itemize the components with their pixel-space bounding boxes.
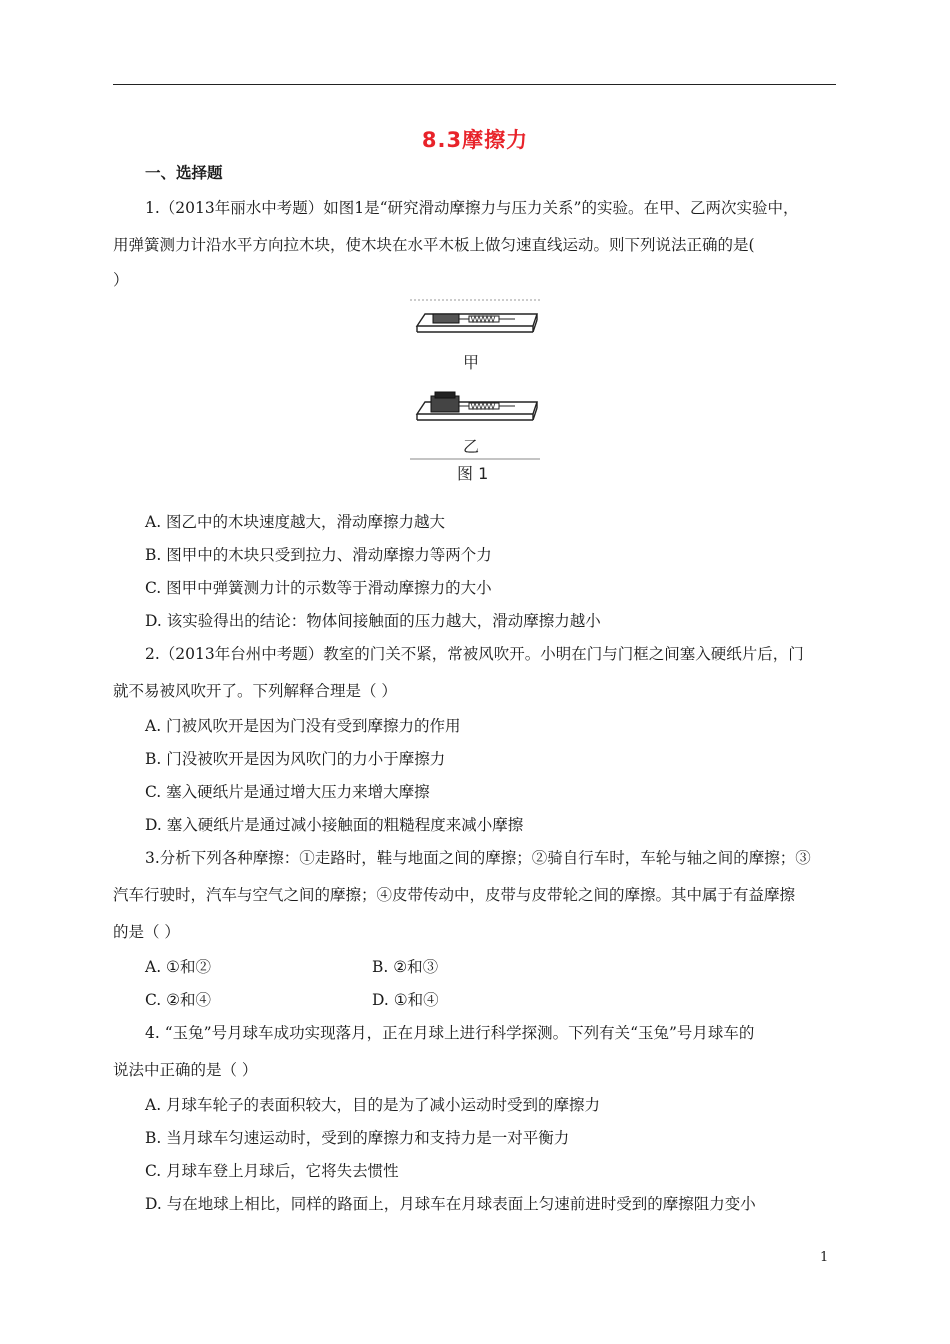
q1-stem-line3: ）: [113, 271, 129, 289]
q1-option-c: C. 图甲中弹簧测力计的示数等于滑动摩擦力的大小: [145, 579, 492, 597]
figure-1: [405, 296, 545, 486]
q4-option-c: C. 月球车登上月球后，它将失去惯性: [145, 1162, 399, 1180]
header-rule: [113, 84, 836, 85]
section-heading: 一、选择题: [145, 164, 223, 182]
q2-option-c: C. 塞入硬纸片是通过增大压力来增大摩擦: [145, 783, 430, 801]
q3-stem-line3: 的是（ ）: [113, 923, 180, 941]
q1-stem-line1: 1.（2013年丽水中考题）如图1是“研究滑动摩擦力与压力关系”的实验。在甲、乙两次实验中，: [145, 199, 799, 217]
q2-option-b: B. 门没被吹开是因为风吹门的力小于摩擦力: [145, 750, 446, 768]
figure-caption: 图 1: [457, 464, 489, 483]
q3-option-b: B. ②和③: [372, 958, 439, 976]
q1-option-a: A. 图乙中的木块速度越大，滑动摩擦力越大: [145, 513, 446, 531]
page-number: 1: [820, 1250, 829, 1265]
q3-option-c: C. ②和④: [145, 991, 212, 1009]
q2-stem-line1: 2.（2013年台州中考题）教室的门关不紧，常被风吹开。小明在门与门框之间塞入硬纸片后，门: [145, 645, 804, 663]
friction-experiment-illustration: [405, 296, 545, 486]
page-title: 8.3摩擦力: [421, 128, 529, 152]
q4-option-b: B. 当月球车匀速运动时，受到的摩擦力和支持力是一对平衡力: [145, 1129, 570, 1147]
q1-option-d: D. 该实验得出的结论：物体间接触面的压力越大，滑动摩擦力越小: [145, 612, 601, 630]
figure-label-jia: 甲: [463, 353, 480, 372]
q3-option-d: D. ①和④: [372, 991, 439, 1009]
q3-stem-line2: 汽车行驶时，汽车与空气之间的摩擦；④皮带传动中，皮带与皮带轮之间的摩擦。其中属于有益摩擦: [113, 886, 796, 904]
q4-stem-line2: 说法中正确的是（ ）: [113, 1061, 258, 1079]
q4-option-d: D. 与在地球上相比，同样的路面上，月球车在月球表面上匀速前进时受到的摩擦阻力变小: [145, 1195, 756, 1213]
q3-stem-line1: 3.分析下列各种摩擦：①走路时，鞋与地面之间的摩擦；②骑自行车时，车轮与轴之间的摩擦；③: [145, 849, 811, 867]
q3-option-a: A. ①和②: [145, 958, 211, 976]
q1-option-b: B. 图甲中的木块只受到拉力、滑动摩擦力等两个力: [145, 546, 492, 564]
q2-option-a: A. 门被风吹开是因为门没有受到摩擦力的作用: [145, 717, 461, 735]
q4-option-a: A. 月球车轮子的表面积较大，目的是为了减小运动时受到的摩擦力: [145, 1096, 601, 1114]
q2-option-d: D. 塞入硬纸片是通过减小接触面的粗糙程度来减小摩擦: [145, 816, 524, 834]
q4-stem-line1: 4. “玉兔”号月球车成功实现落月，正在月球上进行科学探测。下列有关“玉兔”号月球车的: [145, 1024, 755, 1042]
q2-stem-line2: 就不易被风吹开了。下列解释合理是（ ）: [113, 682, 397, 700]
figure-label-yi: 乙: [463, 437, 480, 456]
q1-stem-line2: 用弹簧测力计沿水平方向拉木块，使木块在水平木板上做匀速直线运动。则下列说法正确的是(: [113, 236, 755, 254]
